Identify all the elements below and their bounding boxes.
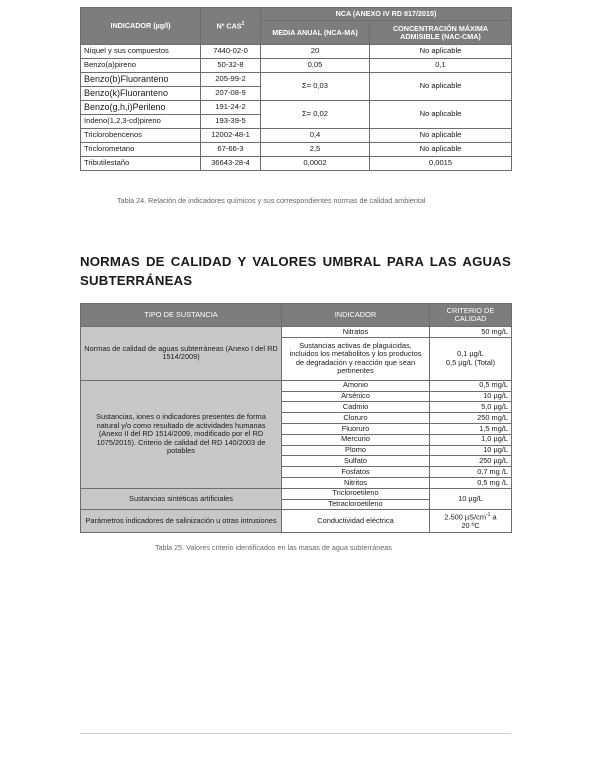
tipo-cell: Normas de calidad de aguas subterráneas (Anexo I del RD 1514/2009) [81, 327, 282, 381]
table-row [81, 45, 512, 59]
header-cas-text: Nº CAS [216, 21, 242, 31]
section-title: NORMAS DE CALIDAD Y VALORES UMBRAL PARA LAS AGUAS SUBTERRÁNEAS [80, 254, 511, 288]
table-row [81, 101, 512, 115]
indicador-cell: Conductividad eléctrica [282, 510, 430, 533]
indicador-cell: Mercurio [282, 434, 430, 445]
indicador-cell: Nitritos [282, 477, 430, 488]
table-row [81, 380, 512, 391]
table-row [81, 327, 512, 338]
cma-cell: No aplicable [370, 45, 512, 59]
criterio-cell [430, 510, 512, 533]
criterio-cell: 10 µg/L [430, 445, 512, 456]
table-row [81, 59, 512, 73]
ma-cell: 20 [261, 45, 370, 59]
ma-cell: 0,4 [261, 129, 370, 143]
table-row [81, 157, 512, 171]
header-tipo: TIPO DE SUSTANCIA [81, 304, 282, 327]
header-cas-sup: 2 [241, 21, 245, 28]
indicador-cell: Plomo [282, 445, 430, 456]
cma-cell: No aplicable [370, 73, 512, 101]
ma-cell: Σ= 0,02 [261, 101, 370, 129]
table-row [81, 510, 512, 533]
indicador-cell: Amonio [282, 380, 430, 391]
tipo-cell: Sustancias, iones o indicadores presentes de forma natural y/o como resultado de actividades humanas (Anexo II del RD 1514/2009, modificado por el RD 1075/2015). Criterio de calidad del RD 140/2003 de potables [81, 380, 282, 488]
tipo-cell: Sustancias sintéticas artificiales [81, 488, 282, 510]
indicators-table [80, 7, 512, 171]
criterio-cell: 0,7 mg /L [430, 467, 512, 478]
cas-cell: 205-99-2 [201, 73, 261, 87]
table-row [81, 143, 512, 157]
criterio-cell [430, 337, 512, 380]
cma-cell: 0,1 [370, 59, 512, 73]
indicador-cell: Tetracloroetileno [282, 499, 430, 510]
table-row [81, 488, 512, 499]
indicator-cell: Tributilestaño [81, 157, 201, 171]
criterio-cell: 1,5 mg/L [430, 423, 512, 434]
criterio-cell: 0,5 mg/L [430, 380, 512, 391]
ma-cell: Σ= 0,03 [261, 73, 370, 101]
indicador-cell: Sustancias activas de plaguicidas, incluidos los metabolitos y los productos de degradación y reacción que sean pertinentes [282, 337, 430, 380]
footer-divider [80, 733, 511, 734]
indicator-cell: Triclorobencenos [81, 129, 201, 143]
indicador-cell: Fosfatos [282, 467, 430, 478]
groundwater-table [80, 303, 512, 533]
indicator-cell: Níquel y sus compuestos [81, 45, 201, 59]
table-row [81, 129, 512, 143]
ma-cell: 2,5 [261, 143, 370, 157]
indicator-cell: Triclorometano [81, 143, 201, 157]
criterio-cell: 10 µg/L [430, 391, 512, 402]
indicador-cell: Nitratos [282, 327, 430, 338]
criterio-cell: 50 mg/L [430, 327, 512, 338]
cas-cell: 67-66-3 [201, 143, 261, 157]
criterio-cell: 1,0 µg/L [430, 434, 512, 445]
cas-cell: 191-24-2 [201, 101, 261, 115]
criterio-cell: 250 µg/L [430, 456, 512, 467]
criterio-cell: 5,0 µg/L [430, 402, 512, 413]
indicador-cell: Tricloroetileno [282, 488, 430, 499]
ma-cell: 0,0002 [261, 157, 370, 171]
header-criterio: CRITERIO DE CALIDAD [430, 304, 512, 327]
criterio-value-temp: 20 ºC [461, 520, 480, 530]
ma-cell: 0,05 [261, 59, 370, 73]
table-caption: Tabla 25. Valores criterio identificados en las masas de agua subterráneas [155, 543, 392, 552]
header-cma: CONCENTRACIÓN MÁXIMA ADMISIBLE (NAC-CMA) [370, 21, 512, 45]
criterio-value-after: a [490, 512, 497, 522]
indicator-cell: Indeno(1,2,3-cd)pireno [81, 115, 201, 129]
indicador-cell: Cloruro [282, 413, 430, 424]
cas-cell: 50-32-8 [201, 59, 261, 73]
indicator-cell: Benzo(g,h,i)Perileno [81, 101, 201, 115]
indicador-cell: Fluoruro [282, 423, 430, 434]
criterio-cell: 0,5 mg /L [430, 477, 512, 488]
header-ma: MEDIA ANUAL (NCA-MA) [261, 21, 370, 45]
criterio-value: 0,1 µg/L [457, 349, 484, 359]
indicador-cell: Sulfato [282, 456, 430, 467]
header-indicador: INDICADOR [282, 304, 430, 327]
criterio-value-total: 0,5 µg/L (Total) [445, 357, 496, 367]
indicador-cell: Arsénico [282, 391, 430, 402]
table-row [81, 73, 512, 87]
criterio-cell: 10 µg/L [430, 488, 512, 510]
cma-cell: 0,0015 [370, 157, 512, 171]
cas-cell: 36643-28-4 [201, 157, 261, 171]
indicator-cell: Benzo(a)pireno [81, 59, 201, 73]
cas-cell: 7440-02-0 [201, 45, 261, 59]
criterio-value-main: 2.500 µS/cm [444, 512, 487, 522]
criterio-value-sup: -1 [486, 511, 491, 518]
cma-cell: No aplicable [370, 143, 512, 157]
header-cas [201, 8, 261, 45]
table-caption: Tabla 24. Relación de indicadores químicos y sus correspondientes normas de calidad ambiental [117, 196, 426, 205]
header-nca: NCA (ANEXO IV RD 817/2015) [261, 8, 512, 21]
indicator-cell: Benzo(b)Fluoranteno [81, 73, 201, 87]
indicator-cell: Benzo(k)Fluoranteno [81, 87, 201, 101]
indicador-cell: Cadmio [282, 402, 430, 413]
criterio-cell: 250 mg/L [430, 413, 512, 424]
header-indicator: INDICADOR (µg/l) [81, 8, 201, 45]
cas-cell: 193-39-5 [201, 115, 261, 129]
tipo-cell: Parámetros indicadores de salinización u otras intrusiones [81, 510, 282, 533]
cma-cell: No aplicable [370, 129, 512, 143]
cas-cell: 12002-48-1 [201, 129, 261, 143]
cma-cell: No aplicable [370, 101, 512, 129]
cas-cell: 207-08-9 [201, 87, 261, 101]
